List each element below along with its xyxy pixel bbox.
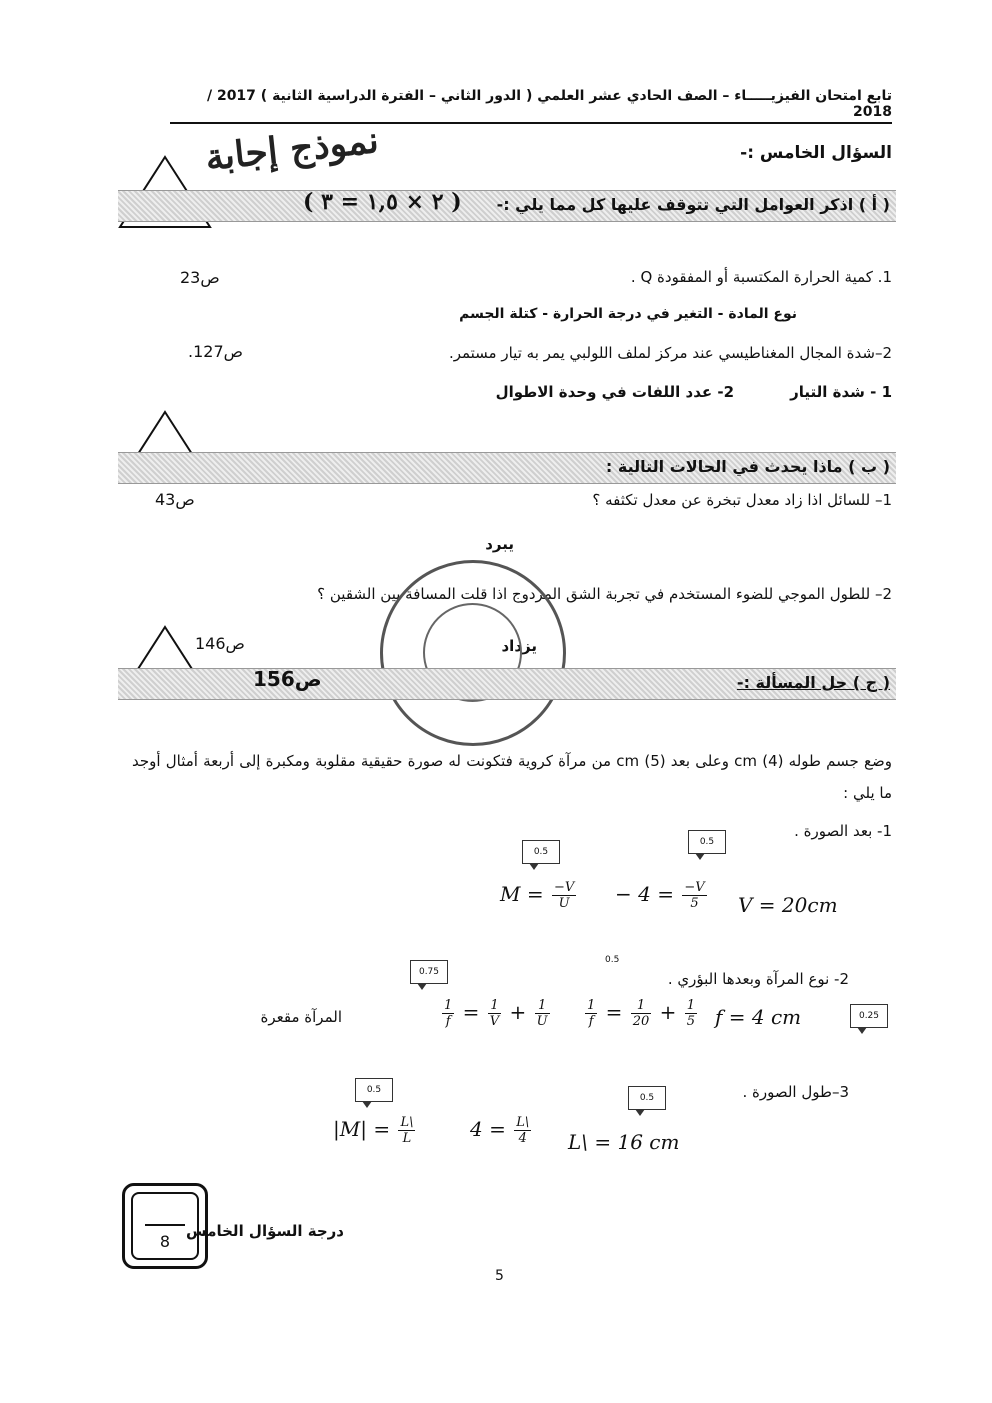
c-q3: 3–طول الصورة . (742, 1083, 849, 1101)
part-b-heading: ( ب ) ماذا يحدث في الحالات التالية : (605, 457, 890, 476)
eq2-result: f = 4 cm (715, 1005, 802, 1029)
eq1-result: V = 20cm (738, 893, 838, 917)
eq3-substitution: 4 = $\frac{L\backslash}{4}$ (470, 1115, 530, 1146)
mark-bubble: 0.5 (628, 1086, 666, 1110)
a-item2-answer2: 2- عدد اللفات في وحدة الاطوال (495, 383, 734, 401)
b-item2-answer: يزداد (501, 637, 537, 655)
mark-label: 0.5 (605, 955, 620, 965)
mark-bubble: 0.5 (688, 830, 726, 854)
eq2-mirror: $\frac{1}{f}$ = $\frac{1}{V}$ + $\frac{1}{U}$ (444, 998, 548, 1029)
section-score-label: درجة السؤال الخامس (186, 1222, 344, 1240)
mark-bubble: 0.75 (410, 960, 448, 984)
mark-bubble: 0.5 (355, 1078, 393, 1102)
part-c-heading: ( ج ) حل المسألة :- (736, 673, 890, 692)
b-item2-page: ص146 (195, 634, 245, 653)
exam-header: تابع امتحان الفيزيـــــاء – الصف الحادي عشر العلمي ( الدور الثاني – الفترة الدراسية الثانية ) 2017 / 2018 (170, 88, 892, 124)
page-number: 5 (495, 1268, 504, 1284)
a-item2-answer1: 1 - شدة التيار (790, 383, 892, 401)
official-seal (380, 560, 566, 746)
part-a-band (118, 190, 896, 222)
eq3-result: L\ = 16 cm (568, 1130, 680, 1154)
a-item1: 1. كمية الحرارة المكتسبة أو المفقودة Q . (630, 268, 892, 286)
a-item1-answer: نوع المادة - التغير في درجة الحرارة - كتلة الجسم (459, 306, 797, 322)
c-q1: 1- بعد الصورة . (794, 822, 892, 840)
eq2-substitution: $\frac{1}{f}$ = $\frac{1}{20}$ + $\frac{1}{5}$ (587, 998, 696, 1029)
eq3-magnification: |M| = $\frac{L\backslash}{L}$ (333, 1115, 414, 1146)
b-item1-answer: يبرد (485, 535, 514, 553)
a-item2-page: ص127. (188, 342, 243, 361)
problem-statement: وضع جسم طوله cm (4) وعلى بعد cm (5) من مرآة كروية فتكونت له صورة حقيقية مقلوبة ومكبرة إلى أربعة أمثال أوجد ما يلي : (132, 752, 892, 802)
mark-bubble: 0.5 (522, 840, 560, 864)
question-title: السؤال الخامس :- (740, 143, 892, 163)
c-q2: 2- نوع المرآة وبعدها البؤري . (667, 970, 849, 988)
part-b-band (118, 452, 896, 484)
a-item2: 2–شدة المجال المغناطيسي عند مركز لملف اللولبي يمر به تيار مستمر. (448, 344, 892, 362)
b-item1-page: ص43 (155, 490, 195, 509)
eq1-substitution: − 4 = $\frac{-V}{5}$ (615, 880, 705, 911)
b-item2: 2– للطول الموجي للضوء المستخدم في تجربة الشق المزدوج اذا قلت المسافة بين الشقين ؟ (317, 585, 892, 603)
b-item1: 1– للسائل اذا زاد معدل تبخرة عن معدل تكثفه ؟ (592, 491, 892, 509)
a-item1-page: ص23 (180, 268, 220, 287)
part-c-page: ص156 (253, 667, 322, 691)
section-score-value: 8 (159, 1232, 171, 1251)
answer-key-stamp: نموذج إجابة (203, 119, 381, 179)
part-a-heading: ( أ ) اذكر العوامل التي تتوقف عليها كل مما يلي :- (496, 195, 890, 214)
eq1-magnification: M = $\frac{-V}{U}$ (500, 880, 575, 911)
part-a-ratio: ( ٢ × ١,٥ = ٣ ) (303, 189, 462, 215)
part-c-band (118, 668, 896, 700)
c-q2-answer: المرآة مقعرة (260, 1008, 342, 1026)
mark-bubble: 0.25 (850, 1004, 888, 1028)
